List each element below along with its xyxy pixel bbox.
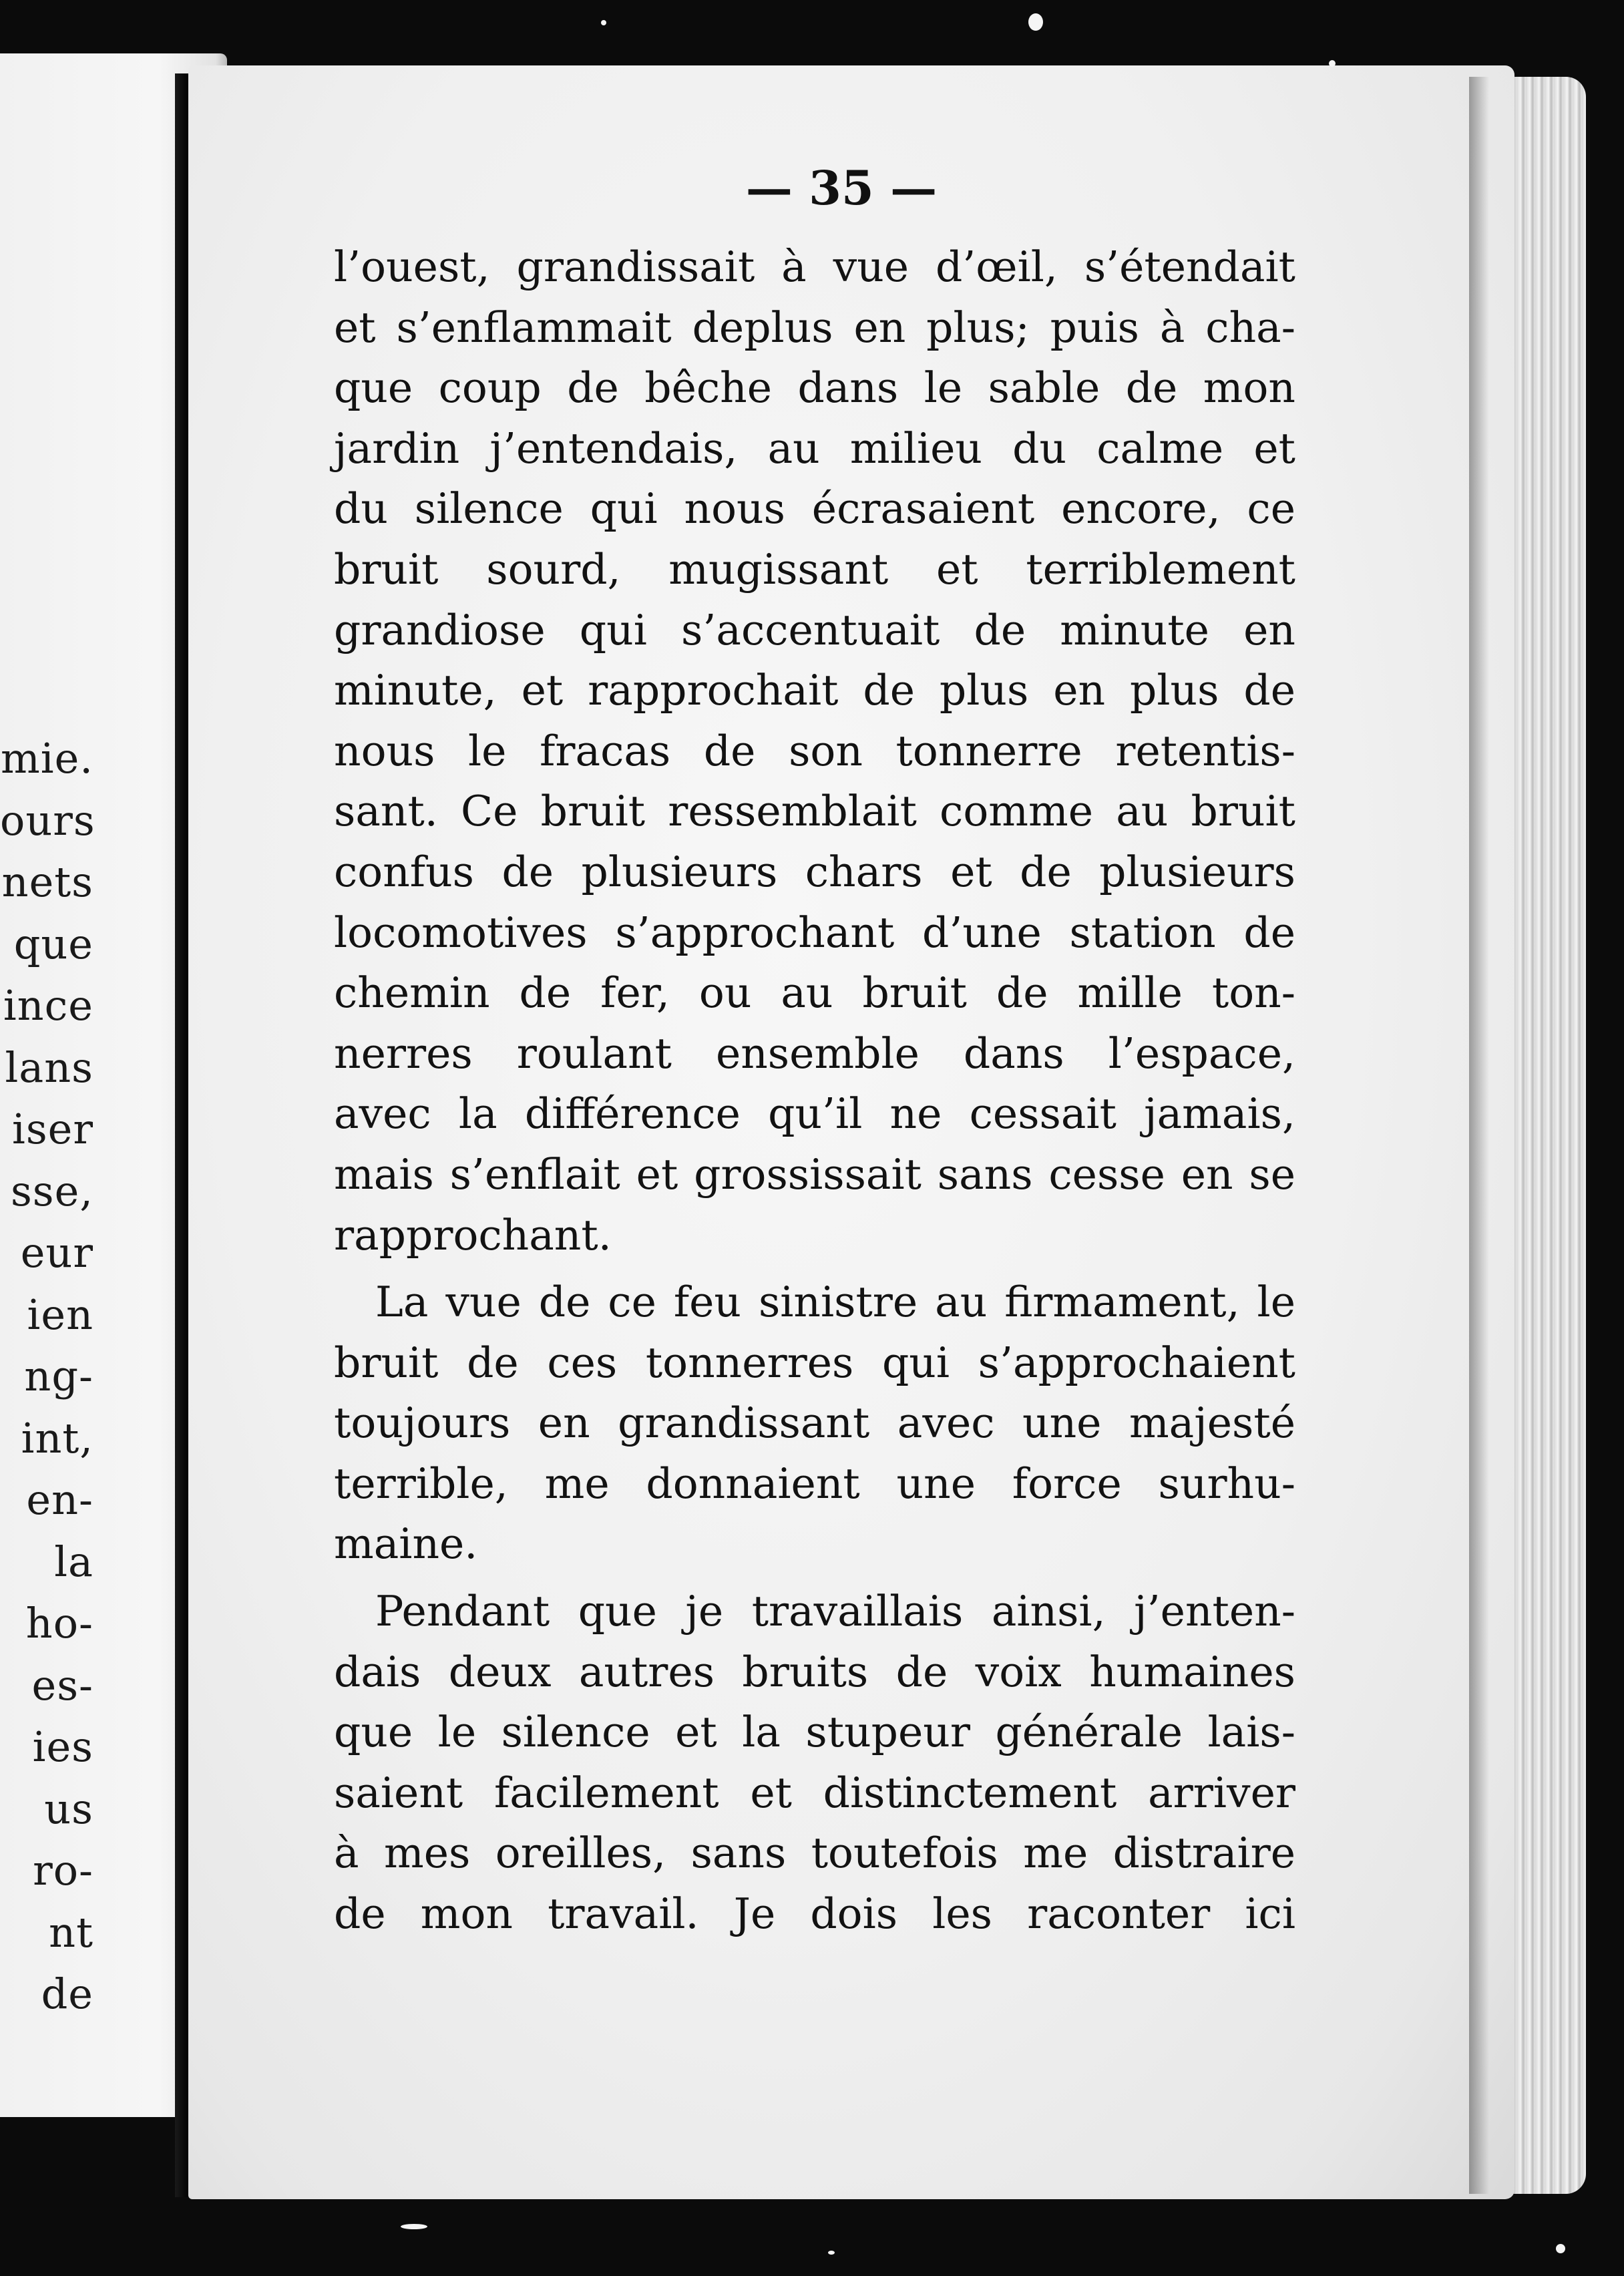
fragment-line: ies xyxy=(32,1722,93,1771)
text-line: minute, et rapprochait de plus en plus de xyxy=(334,666,1295,715)
text-line: que coup de bêche dans le sable de mon xyxy=(334,363,1295,413)
fragment-line: de xyxy=(41,1969,93,2018)
fragment-line: nets xyxy=(1,858,93,906)
text-line: nerres roulant ensemble dans l’espace, xyxy=(334,1028,1295,1078)
text-line: locomotives s’approchant d’une station de xyxy=(334,908,1295,957)
fragment-line: ng- xyxy=(24,1352,93,1400)
fragment-line: es- xyxy=(31,1660,93,1710)
text-line: l’ouest, grandissait à vue d’œil, s’étendait xyxy=(334,242,1295,291)
page-number: — 35 — xyxy=(745,160,938,216)
fragment-line: ro- xyxy=(33,1846,93,1895)
paragraph xyxy=(334,1581,1295,1945)
text-line: du silence qui nous écrasaient encore, ce xyxy=(334,484,1295,534)
text-line: que le silence et la stupeur générale lais- xyxy=(334,1708,1295,1757)
text-line: chemin de fer, ou au bruit de mille ton- xyxy=(334,968,1295,1018)
fragment-line: sse, xyxy=(10,1166,93,1215)
fragment-line: us xyxy=(44,1784,93,1833)
text-line: terrible, me donnaient une force surhu- xyxy=(334,1459,1295,1508)
paragraph xyxy=(334,237,1295,1266)
text-line: maine. xyxy=(334,1519,478,1569)
text-line: sant. Ce bruit ressemblait comme au bruit xyxy=(334,787,1295,836)
fragment-line: ho- xyxy=(25,1599,93,1648)
page-edge-shadow xyxy=(1469,77,1489,2194)
text-line: bruit de ces tonnerres qui s’approchaient xyxy=(334,1338,1295,1387)
fragment-line: int, xyxy=(21,1413,93,1463)
text-line: confus de plusieurs chars et de plusieurs xyxy=(334,847,1295,896)
text-line: saient facilement et distinctement arriver xyxy=(334,1768,1295,1817)
text-line: dais deux autres bruits de voix humaines xyxy=(334,1647,1295,1696)
fragment-line: mie. xyxy=(0,734,93,783)
scan-speck xyxy=(1028,13,1043,31)
text-line: mais s’enflait et grossissait sans cesse en se xyxy=(334,1149,1295,1199)
fragment-line: eur xyxy=(20,1228,93,1277)
scan-speck xyxy=(601,20,606,25)
fragment-line: ien xyxy=(27,1290,93,1339)
text-line: de mon travail. Je dois les raconter ici xyxy=(334,1889,1295,1939)
fragment-line: ince xyxy=(3,981,93,1030)
text-line: jardin j’entendais, au milieu du calme et xyxy=(334,423,1295,473)
text-line: toujours en grandissant avec une majesté xyxy=(334,1398,1295,1448)
text-line: Pendant que je travaillais ainsi, j’enten- xyxy=(375,1587,1295,1636)
paragraph xyxy=(334,1272,1295,1575)
text-line: à mes oreilles, sans toutefois me distraire xyxy=(334,1829,1295,1878)
fragment-line: lans xyxy=(5,1042,93,1092)
page-body-text xyxy=(334,237,1295,1945)
scan-speck xyxy=(1556,2244,1565,2253)
fragment-line: nt xyxy=(49,1907,93,1957)
fragment-line: iser xyxy=(12,1105,93,1153)
scan-speck xyxy=(1329,60,1336,67)
scan-speck xyxy=(828,2251,835,2255)
text-line: bruit sourd, mugissant et terriblement xyxy=(334,544,1295,594)
text-line: nous le fracas de son tonnerre retentis- xyxy=(334,726,1295,775)
text-line: grandiose qui s’accentuait de minute en xyxy=(334,605,1295,654)
text-line: La vue de ce feu sinistre au firmament, le xyxy=(375,1278,1295,1327)
scan-speck xyxy=(401,2224,427,2229)
fragment-line: ours xyxy=(0,795,95,845)
previous-page-text-fragments xyxy=(0,728,93,2026)
text-line: avec la différence qu’il ne cessait jamais, xyxy=(334,1089,1295,1139)
text-line: rapprochant. xyxy=(334,1210,612,1260)
text-line: et s’enflammait deplus en plus; puis à cha- xyxy=(334,303,1295,352)
fragment-line: la xyxy=(54,1537,93,1586)
fragment-line: que xyxy=(13,919,93,968)
fragment-line: en- xyxy=(26,1475,93,1524)
